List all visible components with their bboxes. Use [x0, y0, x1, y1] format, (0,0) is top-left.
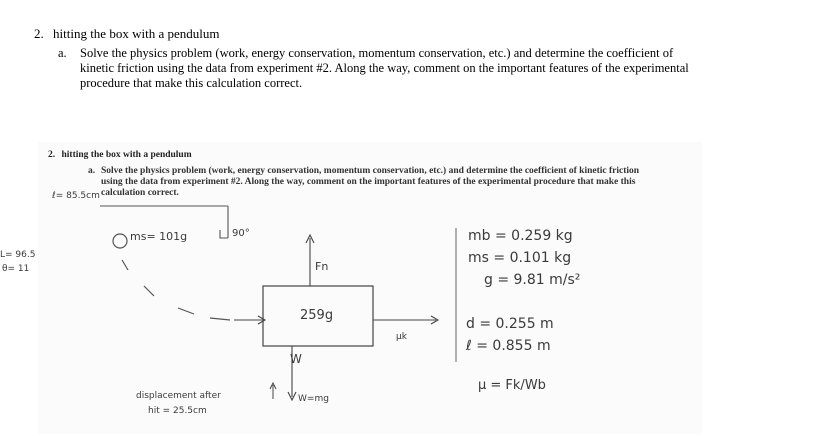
hw-w: W: [290, 352, 302, 366]
hw-angle: 90°: [232, 228, 250, 239]
part-text: Solve the physics problem (work, energy conservation, momentum conservation, etc.) and determine the coefficient of kinetic friction using the data from experiment #2. Along the way, comment on the important features of the experimental procedure that make this calculation correct.: [80, 46, 689, 90]
hw-d: d = 0.255 m: [466, 316, 554, 332]
hw-hit: hit = 25.5cm: [148, 406, 207, 416]
hw-ms: ms = 0.101 kg: [468, 250, 572, 266]
pendulum-sphere: [113, 234, 127, 248]
scan-question-title: hitting the box with a pendulum: [61, 150, 192, 160]
hw-fn: Fn: [315, 260, 329, 273]
hw-l-left: L= 96.5: [0, 250, 36, 260]
question-header: [34, 26, 219, 42]
hw-g: g = 9.81 m/s²: [484, 272, 581, 288]
hw-displacement: displacement after: [136, 391, 221, 401]
hw-w-mg: W=mg: [298, 394, 329, 404]
hw-mu: μ = Fk/Wb: [478, 378, 546, 393]
swing-path: [122, 260, 128, 270]
hw-box-mass: 259g: [300, 308, 334, 323]
hw-l-label: ℓ= 85.5cm: [52, 191, 100, 201]
part-label: a.: [58, 46, 67, 60]
question-title: hitting the box with a pendulum: [53, 26, 220, 41]
hw-l: ℓ = 0.855 m: [466, 338, 551, 354]
scan-part-label: a.: [88, 166, 96, 176]
right-angle-marker: [220, 230, 228, 238]
scanned-solution-image: [0, 142, 702, 434]
question-number: 2.: [34, 26, 44, 41]
scan-question-number: 2.: [48, 150, 56, 160]
hw-ms-label: ms= 101g: [130, 230, 188, 243]
hw-fk: μk: [396, 332, 407, 342]
scan-part-text: Solve the physics problem (work, energy conservation, momentum conservation, etc.) and determine the coefficient of kinetic friction using the data from experiment #2. Along the way, comment on the important features of the experimental procedure that make this calculation correct.: [101, 166, 640, 198]
hw-theta-left: θ= 11: [2, 264, 30, 274]
hw-mb: mb = 0.259 kg: [468, 228, 573, 244]
